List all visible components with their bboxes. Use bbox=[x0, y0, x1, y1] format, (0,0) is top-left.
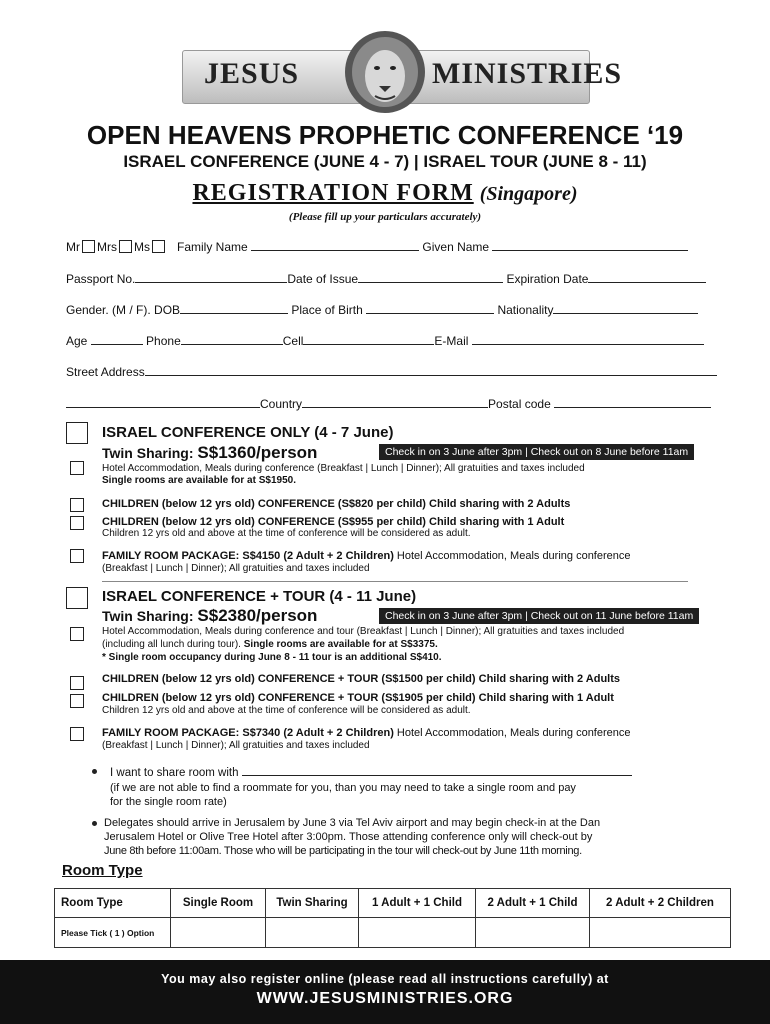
conference-family-checkbox[interactable] bbox=[70, 549, 84, 563]
room-type-header: Room Type bbox=[55, 889, 171, 918]
cell-field[interactable] bbox=[303, 333, 434, 345]
bullet-arrival bbox=[92, 821, 97, 826]
tour-twin-price: S$2380/person bbox=[197, 606, 318, 625]
mr-checkbox[interactable] bbox=[82, 240, 95, 253]
share-note-line1: (if we are not able to find a roommate for you, than you may need to take a single room and pay bbox=[110, 782, 576, 794]
passport-row bbox=[66, 271, 706, 286]
mr-label: Mr bbox=[66, 240, 80, 254]
share-room-field[interactable] bbox=[242, 764, 632, 776]
tour-single-text: Single rooms are available for at S$3375. bbox=[243, 639, 438, 650]
conference-hotel-text: Hotel Accommodation, Meals during conference (Breakfast | Lunch | Dinner); All gratuities and taxes included bbox=[102, 463, 585, 474]
expiration-field[interactable] bbox=[588, 271, 706, 283]
dob-field[interactable] bbox=[180, 302, 288, 314]
room-type-header-row bbox=[55, 889, 731, 918]
conference-child2-text: CHILDREN (below 12 yrs old) CONFERENCE (S$955 per child) Child sharing with 1 Adult bbox=[102, 516, 565, 528]
conference-tour-checkbox[interactable] bbox=[66, 587, 88, 609]
single-room-tick-cell[interactable] bbox=[171, 918, 266, 948]
ms-checkbox[interactable] bbox=[152, 240, 165, 253]
tour-family bbox=[102, 727, 631, 739]
family-name-label: Family Name bbox=[177, 240, 248, 254]
bullet-share bbox=[92, 769, 97, 774]
two-adult-two-children-header: 2 Adult + 2 Children bbox=[590, 889, 731, 918]
country-row bbox=[66, 396, 711, 411]
date-of-issue-label: Date of Issue bbox=[287, 272, 359, 286]
postal-field[interactable] bbox=[554, 396, 711, 408]
tour-family-title: FAMILY ROOM PACKAGE: S$7340 (2 Adult + 2 Children) bbox=[102, 727, 394, 739]
nationality-label: Nationality bbox=[497, 303, 554, 317]
tour-child2-checkbox[interactable] bbox=[70, 694, 84, 708]
footer-banner bbox=[0, 960, 770, 1024]
ms-label: Ms bbox=[134, 240, 150, 254]
conference-subtitle: ISRAEL CONFERENCE (JUNE 4 - 7) | ISRAEL TOUR (JUNE 8 - 11) bbox=[123, 152, 647, 171]
footer-online-text: You may also register online (please read all instructions carefully) at bbox=[161, 972, 609, 986]
tour-hotel-lunch: (including all lunch during tour). bbox=[102, 639, 244, 650]
arrival-line3: June 8th before 11:00am. Those who will be participating in the tour will check-out by June 11th morning. bbox=[104, 845, 582, 857]
age-field[interactable] bbox=[91, 333, 143, 345]
room-type-title: Room Type bbox=[62, 862, 143, 879]
share-row bbox=[110, 764, 632, 779]
conference-only-checkbox[interactable] bbox=[66, 422, 88, 444]
conference-twin-price: S$1360/person bbox=[197, 443, 318, 462]
tour-child2-text: CHILDREN (below 12 yrs old) CONFERENCE + TOUR (S$1905 per child) Child sharing with 1 Adult bbox=[102, 692, 614, 704]
street-label: Street Address bbox=[66, 365, 145, 379]
share-note-line2: for the single room rate) bbox=[110, 796, 227, 808]
tour-child1-text: CHILDREN (below 12 yrs old) CONFERENCE + TOUR (S$1500 per child) Child sharing with 2 Adults bbox=[102, 673, 620, 685]
room-type-table bbox=[54, 888, 731, 948]
one-adult-one-child-tick-cell[interactable] bbox=[359, 918, 476, 948]
conference-family-meals: (Breakfast | Lunch | Dinner); All gratuities and taxes included bbox=[102, 563, 370, 574]
country-label: Country bbox=[260, 397, 303, 411]
conference-family bbox=[102, 550, 631, 562]
email-label: E-Mail bbox=[434, 334, 469, 348]
conference-family-rest: Hotel Accommodation, Meals during conference bbox=[393, 550, 631, 562]
twin-sharing-tick-cell[interactable] bbox=[266, 918, 359, 948]
phone-field[interactable] bbox=[181, 333, 283, 345]
place-of-birth-label: Place of Birth bbox=[291, 303, 363, 317]
twin-sharing-header: Twin Sharing bbox=[266, 889, 359, 918]
two-adult-one-child-header: 2 Adult + 1 Child bbox=[476, 889, 590, 918]
name-row bbox=[66, 239, 688, 255]
postal-label: Postal code bbox=[488, 397, 551, 411]
tour-heading: ISRAEL CONFERENCE + TOUR (4 - 11 June) bbox=[102, 588, 417, 605]
logo-right-word: MINISTRIES bbox=[432, 57, 623, 90]
conference-child1-checkbox[interactable] bbox=[70, 498, 84, 512]
mrs-checkbox[interactable] bbox=[119, 240, 132, 253]
address-line2-field[interactable] bbox=[66, 396, 260, 408]
tour-family-meals: (Breakfast | Lunch | Dinner); All gratuities and taxes included bbox=[102, 740, 370, 751]
family-name-field[interactable] bbox=[251, 239, 419, 251]
tour-checkin-badge: Check in on 3 June after 3pm | Check out on 11 June before 11am bbox=[379, 608, 699, 624]
passport-field[interactable] bbox=[135, 271, 287, 283]
cell-label: Cell bbox=[282, 334, 304, 348]
mrs-label: Mrs bbox=[97, 240, 117, 254]
single-room-header: Single Room bbox=[171, 889, 266, 918]
one-adult-one-child-header: 1 Adult + 1 Child bbox=[359, 889, 476, 918]
gender-label: Gender. (M / F). bbox=[66, 303, 151, 317]
tour-twin bbox=[102, 606, 317, 626]
section-divider bbox=[102, 581, 688, 582]
conference-child2-checkbox[interactable] bbox=[70, 516, 84, 530]
conference-title: OPEN HEAVENS PROPHETIC CONFERENCE ‘19 bbox=[86, 120, 684, 150]
room-type-tick-row bbox=[55, 918, 731, 948]
gender-row bbox=[66, 302, 698, 317]
phone-label: Phone bbox=[146, 334, 181, 348]
two-adult-two-children-tick-cell[interactable] bbox=[590, 918, 731, 948]
arrival-line1: Delegates should arrive in Jerusalem by June 3 via Tel Aviv airport and may begin check-in at the Dan bbox=[104, 817, 601, 829]
logo-left-word: JESUS bbox=[204, 57, 300, 90]
tick-label: Please Tick ( 1 ) Option bbox=[55, 918, 171, 948]
conference-single-text: Single rooms are available for at S$1950. bbox=[102, 475, 296, 486]
street-row bbox=[66, 364, 717, 379]
tour-twin-label: Twin Sharing: bbox=[102, 608, 194, 624]
conference-child1-text: CHILDREN (below 12 yrs old) CONFERENCE (S$820 per child) Child sharing with 2 Adults bbox=[102, 498, 571, 510]
passport-label: Passport No. bbox=[66, 272, 136, 286]
age-label: Age bbox=[66, 334, 88, 348]
arrival-note bbox=[104, 816, 600, 858]
ministry-logo bbox=[182, 30, 623, 114]
form-region: (Singapore) bbox=[479, 183, 578, 205]
date-of-issue-field[interactable] bbox=[358, 271, 503, 283]
dob-label: DOB bbox=[154, 303, 181, 317]
given-name-field[interactable] bbox=[492, 239, 688, 251]
tour-family-checkbox[interactable] bbox=[70, 727, 84, 741]
share-note bbox=[110, 781, 576, 809]
tour-single-note: * Single room occupancy during June 8 - 11 tour is an additional S$410. bbox=[102, 652, 442, 663]
street-field[interactable] bbox=[145, 364, 717, 376]
conference-family-title: FAMILY ROOM PACKAGE: S$4150 (2 Adult + 2 Children) bbox=[102, 550, 394, 562]
tour-hotel-text: Hotel Accommodation, Meals during conference and tour (Breakfast | Lunch | Dinner); All gratuities and taxes included bbox=[102, 626, 625, 637]
conference-twin-label: Twin Sharing: bbox=[102, 445, 194, 461]
form-title bbox=[0, 180, 770, 207]
tour-child1-checkbox[interactable] bbox=[70, 676, 84, 690]
tour-child-note: Children 12 yrs old and above at the time of conference will be considered as adult. bbox=[102, 705, 471, 716]
given-name-label: Given Name bbox=[422, 240, 490, 254]
conference-twin bbox=[102, 443, 317, 463]
lion-icon bbox=[341, 30, 429, 114]
email-field[interactable] bbox=[472, 333, 704, 345]
expiration-label: Expiration Date bbox=[506, 272, 589, 286]
tour-hotel-line2 bbox=[102, 639, 438, 651]
two-adult-one-child-tick-cell[interactable] bbox=[476, 918, 590, 948]
country-field[interactable] bbox=[302, 396, 488, 408]
conference-child-note: Children 12 yrs old and above at the time of conference will be considered as adult. bbox=[102, 528, 471, 539]
place-of-birth-field[interactable] bbox=[366, 302, 494, 314]
tour-family-rest: Hotel Accommodation, Meals during conference bbox=[393, 727, 631, 739]
share-label: I want to share room with bbox=[110, 767, 239, 779]
form-title-text: REGISTRATION FORM bbox=[192, 180, 474, 206]
tour-twin-checkbox[interactable] bbox=[70, 627, 84, 641]
form-instruction: (Please fill up your particulars accurately) bbox=[288, 211, 482, 223]
conference-twin-checkbox[interactable] bbox=[70, 461, 84, 475]
nationality-field[interactable] bbox=[553, 302, 698, 314]
contact-row bbox=[66, 333, 704, 348]
arrival-line2: Jerusalem Hotel or Olive Tree Hotel after 3:00pm. Those attending conference only will check-out by bbox=[104, 831, 593, 843]
conference-heading: ISRAEL CONFERENCE ONLY (4 - 7 June) bbox=[102, 424, 394, 441]
footer-url-link[interactable]: WWW.JESUSMINISTRIES.ORG bbox=[256, 990, 514, 1007]
conference-checkin-badge: Check in on 3 June after 3pm | Check out on 8 June before 11am bbox=[379, 444, 694, 460]
